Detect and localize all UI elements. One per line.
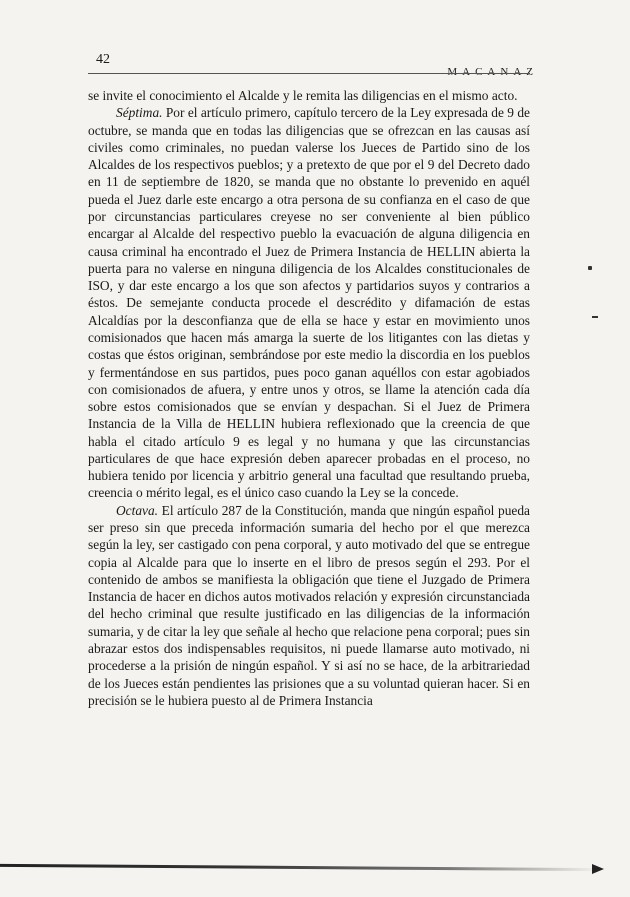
paragraph-octava (88, 502, 530, 709)
margin-mark (588, 266, 592, 270)
paragraph-text: El artículo 287 de la Constitución, manda que ningún español pueda ser preso sin que preceda información sumaria del hecho por el que merezca según la ley, ser castigado con pena corporal, y auto motivado del que se entregue copia al Alcalde para que lo inserte en el libro de presos según el 293. Por el contenido de ambos se manifiesta la obligación que tiene el Juzgado de Primera Instancia de hacer en dichos autos motivados relación y expresión circunstanciada del hecho criminal que resulte justificado en las diligencias de la información sumaria, y de citar la ley que señale al hecho que relacione pena corporal; pues sin abrazar estos dos indispensables requisitos, ni puede llamarse auto motivado, ni procederse a la prisión de ningún español. Y si así no se hace, de la arbitrariedad de los Jueces están pendientes las prisiones que a su voluntad quieran hacer. Si en precisión se le hubiera puesto al de Primera Instancia (88, 502, 530, 708)
corner-arrow-mark (592, 864, 604, 874)
scan-bottom-edge (0, 864, 600, 871)
paragraph-continuation (88, 87, 530, 104)
body-text (88, 87, 530, 709)
page-number: 42 (96, 52, 110, 67)
paragraph-text: se invite el conocimiento el Alcalde y le remita las diligencias en el mismo acto. (88, 88, 518, 103)
paragraph-septima (88, 104, 530, 501)
header-rule (88, 73, 530, 74)
paragraph-lead: Octava. (116, 502, 159, 518)
running-head: MACANAZ (447, 66, 538, 78)
paragraph-text: Por el artículo primero, capítulo tercero de la Ley expresada de 9 de octubre, se manda que en todas las diligencias que se ofrezcan en las causas así civiles como criminales, no puedan valerse los Jueces de Partido sino de los Alcaldes de los respectivos pueblos; y a pretexto de que por el 9 del Decreto dado en 11 de septiembre de 1820, se manda que no obstante lo prevenido en aquél pueda el Juez darle este encargo a otra persona de su confianza en el caso de que por circunstancias particulares creyese no ser conveniente al bien público encargar al Alcalde del respectivo pueblo la evacuación de alguna diligencia en causa criminal ha encontrado el Juez de Primera Instancia de HELLIN abierta la puerta para no valerse en ninguna diligencia de los Alcaldes constitucionales de ISO, y dar este encargo a los que son afectos y partidarios suyos y contrarios a éstos. De semejante conducta procede el descrédito y difamación de estas Alcaldías por la desconfianza que de ella se hace y estar en movimiento unos comisionados que hacen más amarga la suerte de los litigantes con las dietas y costas que éstos originan, sembrándose por este medio la discordia en los pueblos y fermentándose en sus partidos, pues poco ganan aquéllos con estar agobiados con comisionados de afuera, y entre unos y otros, se llame la atención cada día sobre estos comisionados que se envían y despachan. Si el Juez de Primera Instancia de la Villa de HELLIN hubiera reflexionado que la creencia de que habla el citado artículo 9 es legal y no humana y que las circunstancias particulares de que hace expresión deben aparecer probadas en el proceso, no hubiera tenido por licencia y arbitrio general una facultad que resultando prueba, creencia o mérito legal, es el único caso cuando la Ley se la concede. (88, 105, 530, 501)
paragraph-lead: Séptima. (116, 105, 163, 121)
margin-mark (592, 316, 598, 318)
